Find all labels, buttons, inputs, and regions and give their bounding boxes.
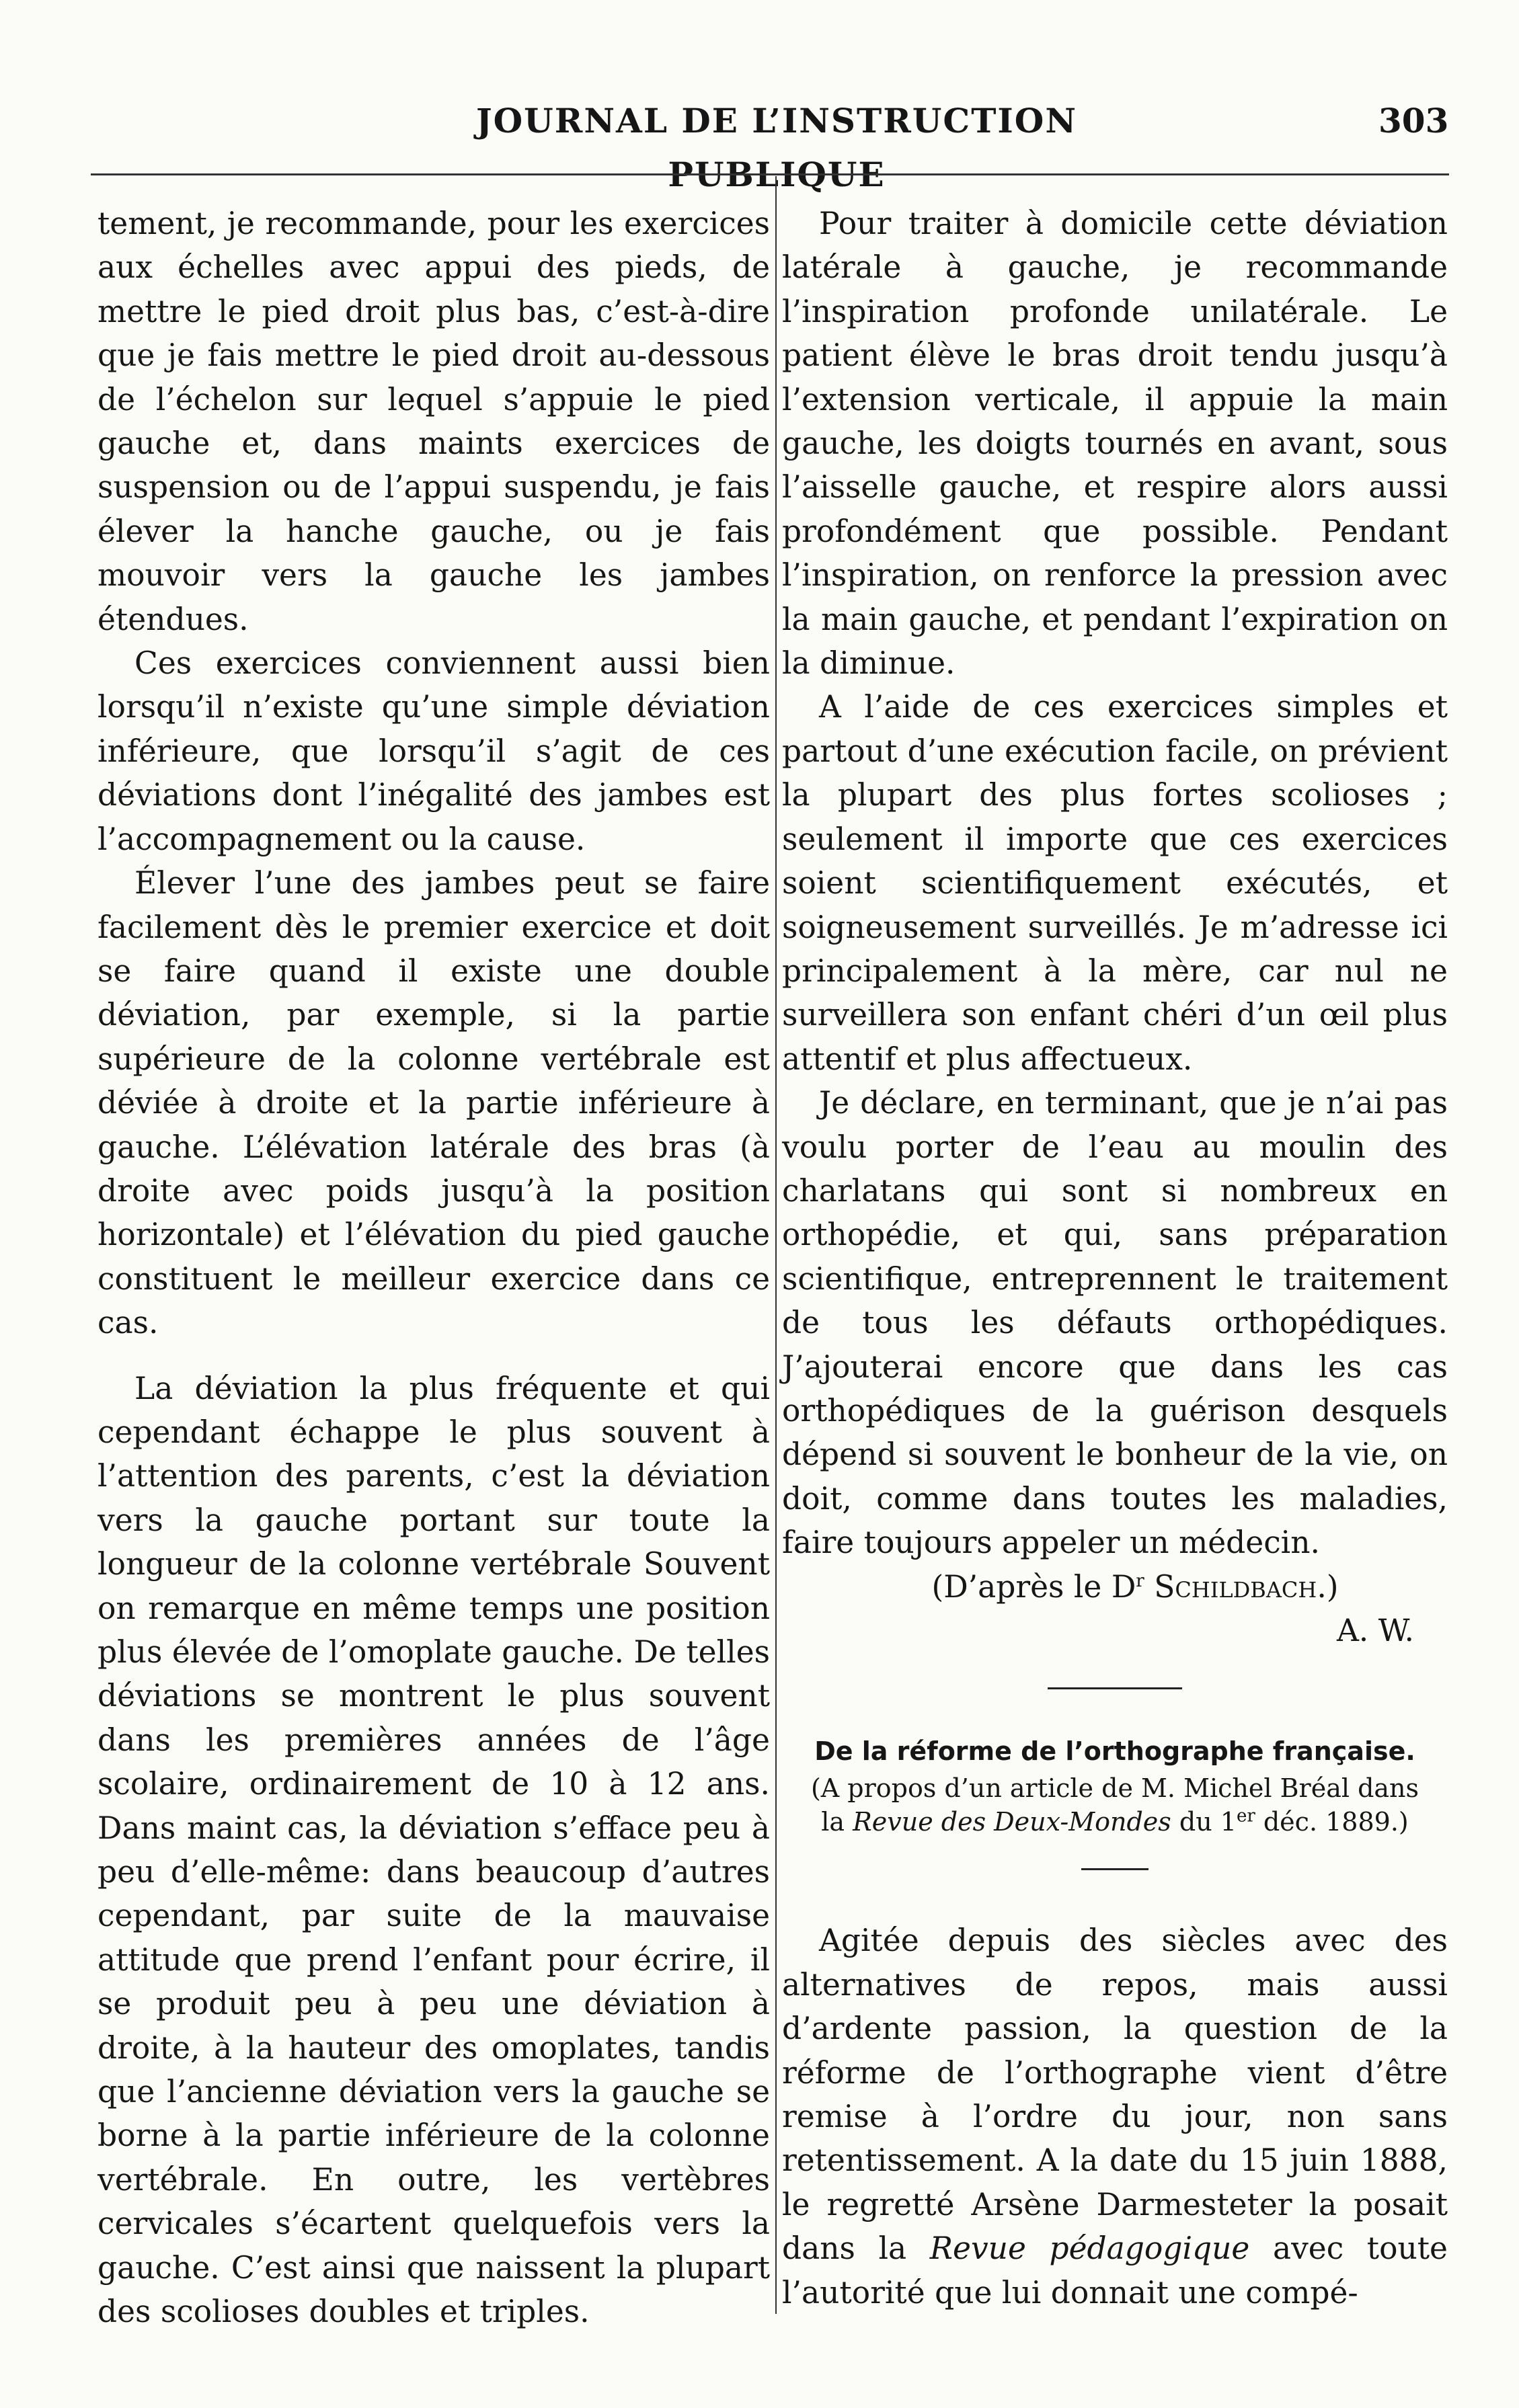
left-column	[98, 202, 770, 2334]
right-column	[782, 202, 1448, 2315]
running-header	[0, 94, 1519, 194]
subtitle-part: déc. 1889.)	[1263, 1807, 1409, 1837]
section-subtitle	[782, 1771, 1448, 1839]
paragraph-text: avec toute l’autorité que lui donnait une compé-	[782, 2231, 1448, 2311]
subtitle-part: (A propos d’un article de M. Michel Bréal dans la	[810, 1773, 1419, 1837]
author-credit	[782, 1565, 1448, 1609]
subtitle-separator	[1081, 1868, 1148, 1870]
subtitle-journal: Revue des Deux-Mondes	[853, 1807, 1171, 1837]
paragraph: Pour traiter à domicile cette déviation latérale à gauche, je recommande l’inspiration profonde unilatérale. Le patient élève le bras droit tendu jusqu’à l’extension verticale, il appuie la main gauche, les doigts tournés en avant, sous l’aisselle gauche, et respire alors aussi profondément que possible. Pendant l’inspiration, on renforce la pression avec la main gauche, et pendant l’expiration on la diminue.	[782, 206, 1448, 682]
credit-superscript: r	[1136, 1570, 1144, 1591]
paragraph	[782, 1919, 1448, 2315]
paragraph: Je déclare, en terminant, que je n’ai pas voulu porter de l’eau au moulin des charlatans qui sont si nombreux en orthopédie, et qui, sans préparation scientifique, entreprennent le traitement de tous les défauts orthopédiques. J’ajouterai encore que dans les cas orthopédiques de la guérison desquels dépend si souvent le bonheur de la vie, on doit, comme dans toutes les maladies, faire toujours appeler un médecin.	[782, 1085, 1448, 1561]
credit-name: Schildbach.	[1154, 1568, 1327, 1605]
credit-prefix: (D’après le D	[931, 1568, 1136, 1605]
page-number: 303	[1378, 101, 1449, 141]
paragraph: Élever l’une des jambes peut se faire facilement dès le premier exercice et doit se faire quand il existe une double déviation, par exemple, si la partie supérieure de la colonne vertébrale est déviée à droite et la partie inférieure à gauche. L’élévation latérale des bras (à droite avec poids jusqu’à la position horizontale) et l’élévation du pied gauche constituent le meilleur exercice dans ce cas.	[98, 865, 770, 1341]
paragraph: tement, je recommande, pour les exercices aux échelles avec appui des pieds, de mettre le pied droit plus bas, c’est-à-dire que je fais mettre le pied droit au-dessous de l’échelon sur lequel s’appuie le pied gauche et, dans maints exercices de suspension ou de l’appui suspendu, je fais élever la hanche gauche, ou je fais mouvoir vers la gauche les jambes étendues.	[98, 206, 770, 637]
paragraph: A l’aide de ces exercices simples et partout d’une exécution facile, on prévient la plupart des plus fortes scolioses ; seulement il importe que ces exercices soient scientifiquement exécutés, et soigneusement surveillés. Je m’adresse ici principalement à la mère, car nul ne surveillera son enfant chéri d’un œil plus attentif et plus affectueux.	[782, 689, 1448, 1077]
running-head-title: JOURNAL DE L’INSTRUCTION PUBLIQUE	[475, 101, 1078, 194]
header-rule	[91, 173, 1449, 175]
subtitle-superscript: er	[1236, 1806, 1255, 1827]
paragraph-text: Agitée depuis des siècles avec des alternatives de repos, mais aussi d’ardente passion, la question de la réforme de l’orthographe vient d’être remise à l’ordre du jour, non sans retentissement. A la date du 15 juin 1888, le regretté Arsène Darmesteter la posait dans la	[782, 1923, 1448, 2267]
credit-suffix: )	[1326, 1568, 1339, 1605]
paragraph: La déviation la plus fréquente et qui cependant échappe le plus souvent à l’attention des parents, c’est la déviation vers la gauche portant sur toute la longueur de la colonne vertébrale Souvent on remarque en même temps une position plus élevée de l’omoplate gauche. De telles déviations se montrent le plus souvent dans les premières années de l’âge scolaire, ordinairement de 10 à 12 ans. Dans maint cas, la déviation s’efface peu à peu d’elle-même: dans beaucoup d’autres cependant, par suite de la mauvaise attitude que prend l’enfant pour écrire, il se produit peu à peu une déviation à droite, à la hauteur des omoplates, tandis que l’ancienne déviation vers la gauche se borne à la partie inférieure de la colonne vertébrale. En outre, les vertèbres cervicales s’écartent quelquefois vers la gauche. C’est ainsi que naissent la plupart des scolioses doubles et triples.	[98, 1370, 770, 2330]
subtitle-part: du 1	[1179, 1807, 1237, 1837]
paragraph: Ces exercices conviennent aussi bien lorsqu’il n’existe qu’une simple déviation inférieure, que lorsqu’il s’agit de ces déviations dont l’inégalité des jambes est l’accompagnement ou la cause.	[98, 645, 770, 857]
author-initials: A. W.	[1336, 1613, 1414, 1648]
column-divider	[775, 176, 777, 2314]
section-title: De la réforme de l’orthographe française.	[814, 1736, 1415, 1767]
section-separator	[1048, 1687, 1182, 1689]
journal-title: Revue pédagogique	[929, 2231, 1250, 2267]
